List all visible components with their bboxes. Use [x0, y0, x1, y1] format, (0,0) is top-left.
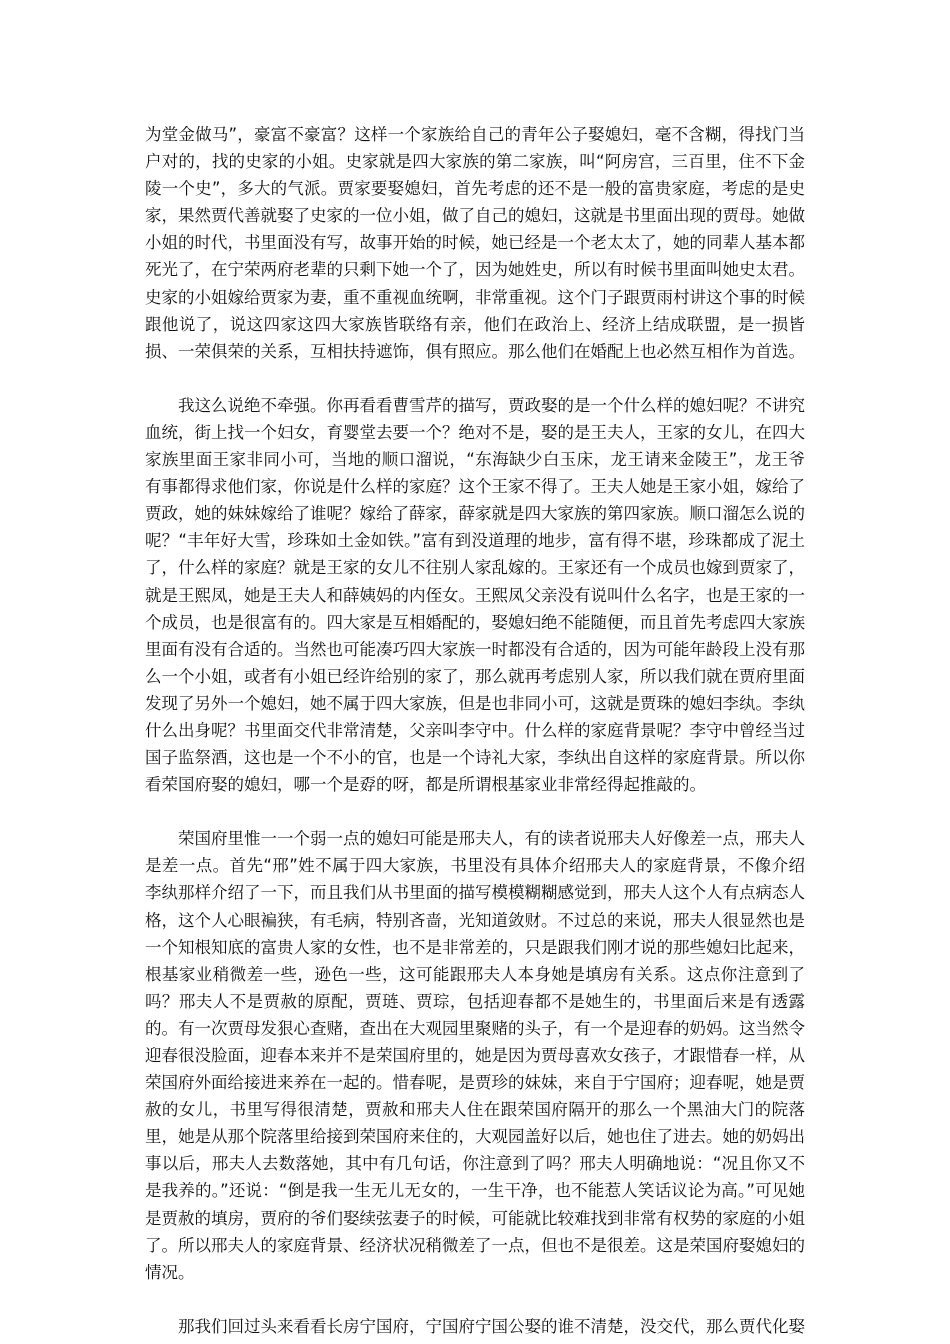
paragraph-spacer [145, 365, 805, 392]
text-body [145, 121, 805, 1340]
paragraph-spacer [145, 1286, 805, 1313]
paragraph-2: 我这么说绝不牵强。你再看看曹雪芹的描写，贾政娶的是一个什么样的媳妇呢？不讲究血统，街上找一个妇女，育婴堂去要一个？绝对不是，娶的是王夫人，王家的女儿，在四大家族里面王家非同小可，当地的顺口溜说，“东海缺少白玉床，龙王请来金陵王”，龙王爷有事都得求他们家，你说是什么样的家庭？这个王家不得了。王夫人她是王家小姐，嫁给了贾政，她的妹妹嫁给了谁呢？嫁给了薛家，薛家就是四大家族的第四家族。顺口溜怎么说的呢？“丰年好大雪，珍珠如土金如铁。”富有到没道理的地步，富有得不堪，珍珠都成了泥土了，什么样的家庭？就是王家的女儿不往别人家乱嫁的。王家还有一个成员也嫁到贾家了，就是王熙凤，她是王夫人和薛姨妈的内侄女。王熙凤父亲没有说叫什么名字，也是王家的一个成员，也是很富有的。四大家是互相婚配的，娶媳妇绝不能随便，而且首先考虑四大家族里面有没有合适的。当然也可能凑巧四大家族一时都没有合适的，因为可能年龄段上没有那么一个小姐，或者有小姐已经许给别的家了，那么就再考虑别人家，所以我们就在贾府里面发现了另外一个媳妇，她不属于四大家族，但是也非同小可，这就是贾珠的媳妇李纨。李纨什么出身呢？书里面交代非常清楚，父亲叫李守中。什么样的家庭背景呢？李守中曾经当过国子监祭酒，这也是一个不小的官，也是一个诗礼大家，李纨出自这样的家庭背景。所以你看荣国府娶的媳妇，哪一个是孬的呀，都是所谓根基家业非常经得起推敲的。 [145, 395, 805, 795]
paragraph-3: 荣国府里惟一一个弱一点的媳妇可能是邢夫人，有的读者说邢夫人好像差一点，邢夫人是差一点。首先“邢”姓不属于四大家族，书里没有具体介绍邢夫人的家庭背景，不像介绍李纨那样介绍了一下，而且我们从书里面的描写模模糊糊感觉到，邢夫人这个人有点病态人格，这个人心眼褊狭，有毛病，特别吝啬，光知道敛财。不过总的来说，邢夫人很显然也是一个知根知底的富贵人家的女性，也不是非常差的，只是跟我们刚才说的那些媳妇比起来，根基家业稍微差一些，逊色一些，这可能跟邢夫人本身她是填房有关系。这点你注意到了吗？邢夫人不是贾赦的原配，贾琏、贾琮，包括迎春都不是她生的，书里面后来是有透露的。有一次贾母发狠心查赌，查出在大观园里聚赌的头子，有一个是迎春的奶妈。这当然令迎春很没脸面，迎春本来并不是荣国府里的，她是因为贾母喜欢女孩子，才跟惜春一样，从荣国府外面给接进来养在一起的。惜春呢，是贾珍的妹妹，来自于宁国府；迎春呢，她是贾赦的女儿，书里写得很清楚，贾赦和邢夫人住在跟荣国府隔开的那么一个黑油大门的院落里，她是从那个院落里给接到荣国府来住的，大观园盖好以后，她也住了进去。她的奶妈出事以后，邢夫人去数落她，其中有几句话，你注意到了吗？邢夫人明确地说：“况且你又不是我养的。”还说：“倒是我一生无儿无女的，一生干净，也不能惹人笑话议论为高。”可见她是贾赦的填房，贾府的爷们娶续弦妻子的时候，可能就比较难找到非常有权势的家庭的小姐了。所以邢夫人的家庭背景、经济状况稍微差了一点，但也不是很差。这是荣国府娶媳妇的情况。 [145, 829, 805, 1282]
paragraph-spacer [145, 798, 805, 825]
paragraph-1: 为堂金做马”，豪富不豪富？这样一个家族给自己的青年公子娶媳妇，毫不含糊，得找门当户对的，找的史家的小姐。史家就是四大家族的第二家族，叫“阿房宫，三百里，住不下金陵一个史”，多大的气派。贾家要娶媳妇，首先考虑的还不是一般的富贵家庭，考虑的是史家，果然贾代善就娶了史家的一位小姐，做了自己的媳妇，这就是书里面出现的贾母。她做小姐的时代，书里面没有写，故事开始的时候，她已经是一个老太太了，她的同辈人基本都死光了，在宁荣两府老辈的只剩下她一个了，因为她姓史，所以有时候书里面叫她史太君。史家的小姐嫁给贾家为妻，重不重视血统啊，非常重视。这个门子跟贾雨村讲这个事的时候跟他说了，说这四家这四大家族皆联络有亲，他们在政治上、经济上结成联盟，是一损皆损、一荣俱荣的关系，互相扶持遮饰，俱有照应。那么他们在婚配上也必然互相作为首选。 [145, 125, 805, 361]
paragraph-4: 那我们回过头来看看长房宁国府，宁国府宁国公娶的谁不清楚，没交代，那么贾代化娶 [178, 1316, 805, 1336]
